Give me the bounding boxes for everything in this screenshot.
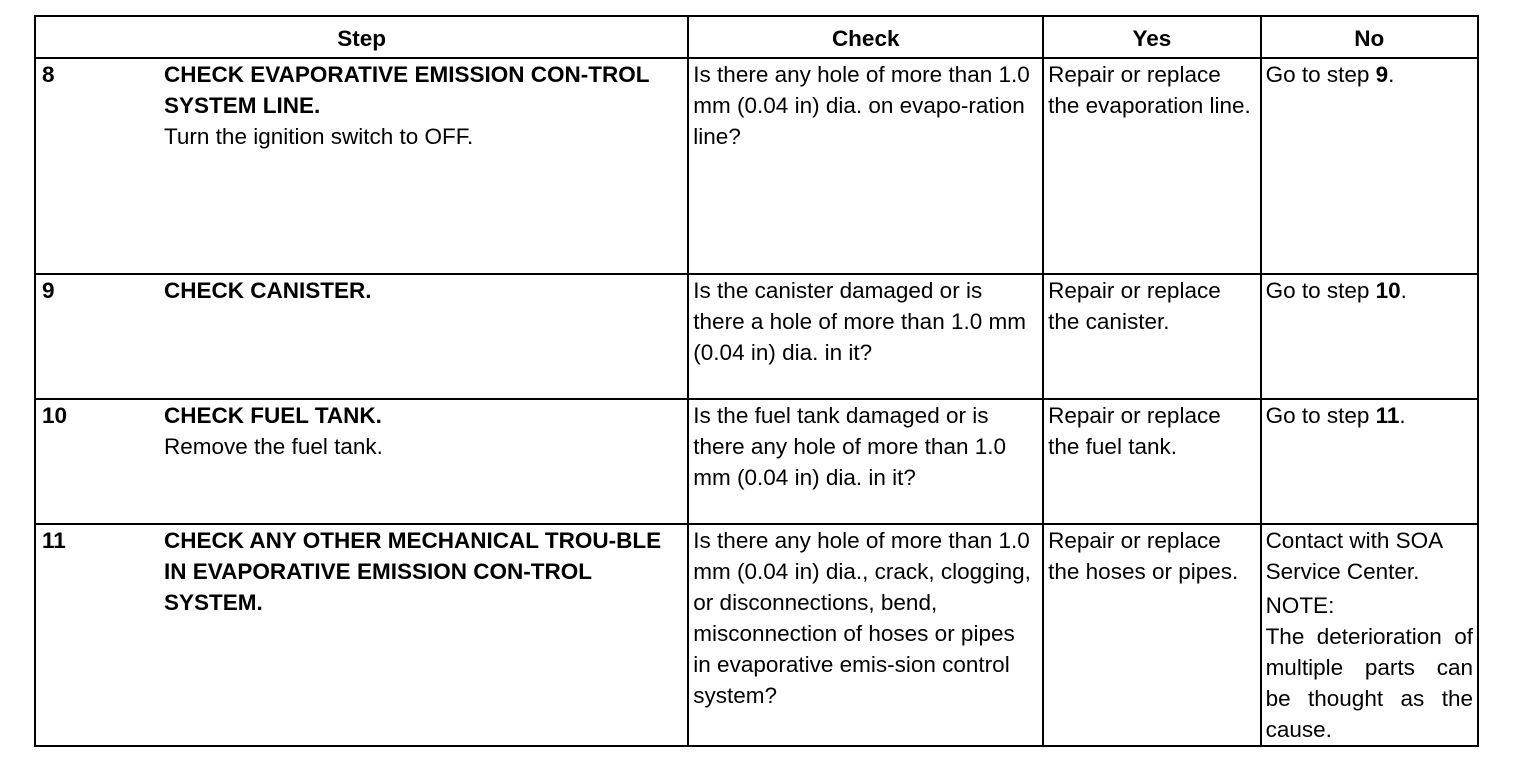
- check-cell: Is there any hole of more than 1.0 mm (0.04 in) dia. on evapo-ration line?: [688, 58, 1043, 274]
- step-cell: [35, 399, 688, 524]
- step-number: 8: [42, 62, 55, 87]
- step-number: 9: [42, 278, 55, 303]
- check-cell: Is the fuel tank damaged or is there any hole of more than 1.0 mm (0.04 in) dia. in it?: [688, 399, 1043, 524]
- no-cell: [1261, 399, 1478, 524]
- step-cell: [35, 58, 688, 274]
- step-cell: [35, 524, 688, 746]
- no-cell: [1261, 274, 1478, 399]
- yes-cell: Repair or replace the evaporation line.: [1043, 58, 1260, 274]
- no-text: Go to step: [1265, 278, 1376, 303]
- next-step-number: 11: [1375, 403, 1400, 428]
- note-label: NOTE:: [1265, 593, 1335, 618]
- step-instruction: Turn the ignition switch to OFF.: [164, 124, 474, 149]
- no-text: Contact with SOA Service Center.: [1265, 528, 1442, 584]
- no-text: Go to step: [1265, 403, 1376, 428]
- table-row: [35, 524, 1478, 746]
- header-step: Step: [35, 16, 688, 58]
- step-number: 11: [42, 528, 66, 553]
- yes-cell: Repair or replace the fuel tank.: [1043, 399, 1260, 524]
- no-text-suffix: .: [1399, 403, 1406, 428]
- header-check: Check: [688, 16, 1043, 58]
- no-text-suffix: .: [1388, 62, 1395, 87]
- step-title: CHECK CANISTER.: [164, 278, 372, 303]
- yes-cell: Repair or replace the hoses or pipes.: [1043, 524, 1260, 746]
- no-text-suffix: .: [1400, 278, 1407, 303]
- step-cell: [35, 274, 688, 399]
- table-header-row: [35, 16, 1478, 58]
- diagnostic-table: [34, 15, 1479, 747]
- no-cell: [1261, 58, 1478, 274]
- next-step-number: 10: [1375, 278, 1401, 303]
- step-title: CHECK ANY OTHER MECHANICAL TROU-BLE IN EVAPORATIVE EMISSION CON-TROL SYSTEM.: [164, 528, 662, 615]
- step-title: CHECK FUEL TANK.: [164, 403, 382, 428]
- check-cell: Is there any hole of more than 1.0 mm (0.04 in) dia., crack, clogging, or disconnections, bend, misconnection of hoses or pipes in evaporative emis-sion control system?: [688, 524, 1043, 746]
- table-row: [35, 58, 1478, 274]
- note-text: The deterioration of multiple parts can be thought as the cause.: [1265, 624, 1473, 742]
- no-text: Go to step: [1265, 62, 1376, 87]
- check-cell: Is the canister damaged or is there a hole of more than 1.0 mm (0.04 in) dia. in it?: [688, 274, 1043, 399]
- step-number: 10: [42, 403, 68, 428]
- header-yes: Yes: [1043, 16, 1260, 58]
- table-row: [35, 274, 1478, 399]
- next-step-number: 9: [1375, 62, 1389, 87]
- no-cell: [1261, 524, 1478, 746]
- header-no: No: [1261, 16, 1478, 58]
- yes-cell: Repair or replace the canister.: [1043, 274, 1260, 399]
- step-instruction: Remove the fuel tank.: [164, 434, 383, 459]
- table-row: [35, 399, 1478, 524]
- step-title: CHECK EVAPORATIVE EMISSION CON-TROL SYSTEM LINE.: [164, 62, 650, 118]
